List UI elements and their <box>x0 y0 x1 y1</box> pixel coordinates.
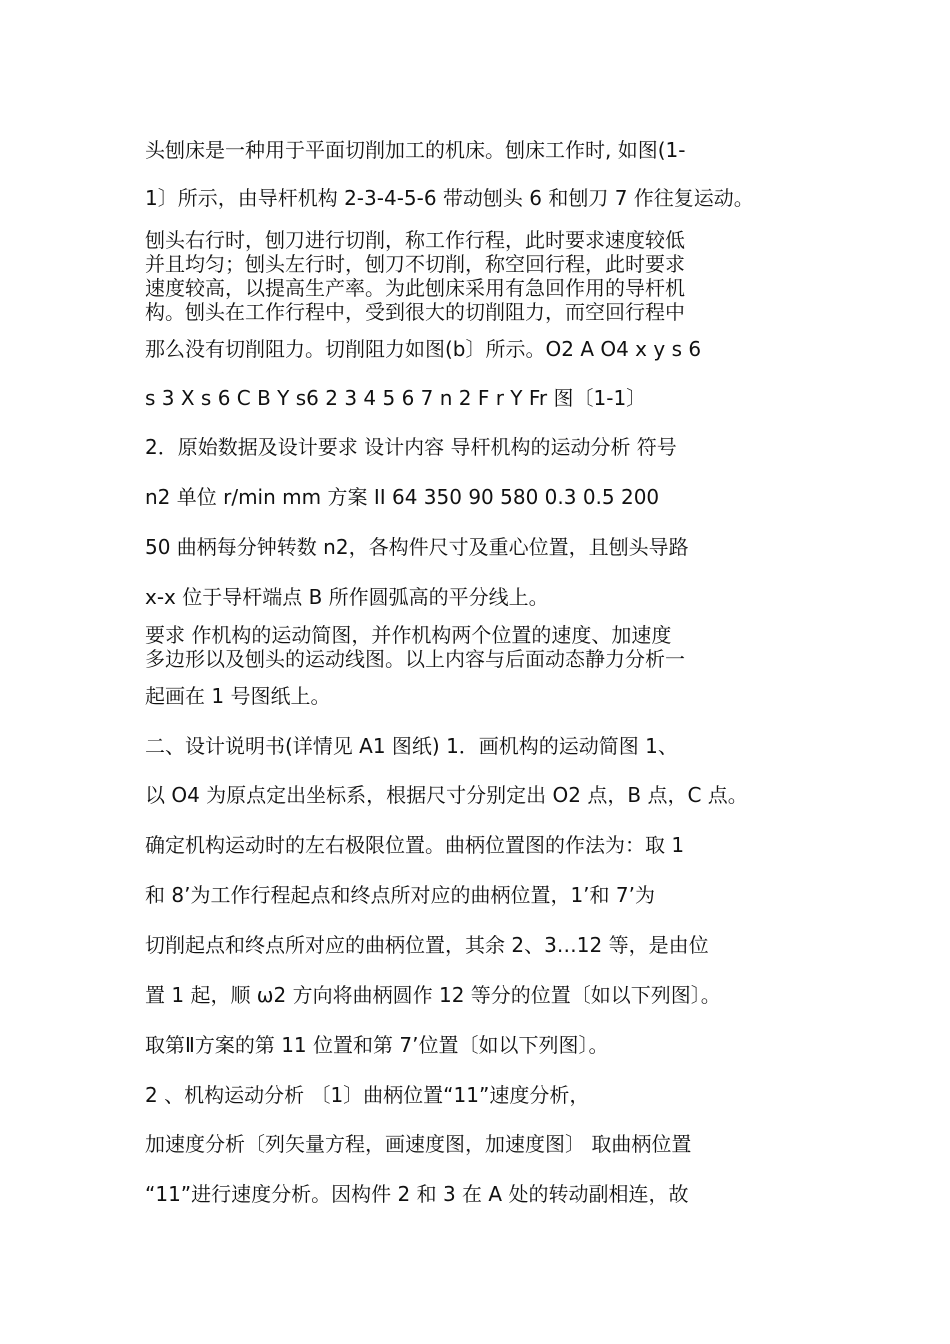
text-line-12: x-x 位于导杆端点 B 所作圆弧高的平分线上。 <box>145 585 549 609</box>
text-line-10: n2 单位 r/min mm 方案 II 64 350 90 580 0.3 0.5 200 <box>145 485 660 509</box>
text-line-19: 和 8’为工作行程起点和终点所对应的曲柄位置，1’和 7’为 <box>145 883 655 907</box>
text-line-13: 要求 作机构的运动简图，并作机构两个位置的速度、加速度 <box>145 623 672 647</box>
text-line-1: 头刨床是一种用于平面切削加工的机床。刨床工作时, 如图(1- <box>145 138 686 162</box>
text-line-16: 二、设计说明书(详情见 A1 图纸) 1．画机构的运动简图 1、 <box>145 734 678 758</box>
text-line-18: 确定机构运动时的左右极限位置。曲柄位置图的作法为：取 1 <box>145 833 685 857</box>
text-line-11: 50 曲柄每分钟转数 n2，各构件尺寸及重心位置，且刨头导路 <box>145 535 689 559</box>
text-line-6: 构。刨头在工作行程中，受到很大的切削阻力，而空回行程中 <box>145 300 685 324</box>
text-line-14: 多边形以及刨头的运动线图。以上内容与后面动态静力分析一 <box>145 647 685 671</box>
text-line-20: 切削起点和终点所对应的曲柄位置，其余 2、3…12 等，是由位 <box>145 933 709 957</box>
text-line-3: 刨头右行时，刨刀进行切削，称工作行程，此时要求速度较低 <box>145 228 685 252</box>
text-line-17: 以 O4 为原点定出坐标系，根据尺寸分别定出 O2 点，B 点，C 点。 <box>145 783 748 807</box>
text-line-21: 置 1 起，顺 ω2 方向将曲柄圆作 12 等分的位置〔如以下列图〕。 <box>145 983 721 1007</box>
text-line-24: 加速度分析〔列矢量方程，画速度图，加速度图〕 取曲柄位置 <box>145 1132 692 1156</box>
text-line-5: 速度较高，以提高生产率。为此刨床采用有急回作用的导杆机 <box>145 276 685 300</box>
text-line-9: 2．原始数据及设计要求 设计内容 导杆机构的运动分析 符号 <box>145 435 677 459</box>
text-line-15: 起画在 1 号图纸上。 <box>145 684 331 708</box>
text-line-22: 取第Ⅱ方案的第 11 位置和第 7’位置〔如以下列图〕。 <box>145 1033 609 1057</box>
text-line-23: 2 、机构运动分析 〔1〕曲柄位置“11”速度分析， <box>145 1083 590 1107</box>
text-line-4: 并且均匀；刨头左行时，刨刀不切削，称空回行程，此时要求 <box>145 252 685 276</box>
text-line-2: 1〕所示，由导杆机构 2-3-4-5-6 带动刨头 6 和刨刀 7 作往复运动。 <box>145 186 754 210</box>
text-line-7: 那么没有切削阻力。切削阻力如图(b〕所示。O2 A O4 x y s 6 <box>145 337 702 361</box>
text-line-8: s 3 X s 6 C B Y s6 2 3 4 5 6 7 n 2 F r Y Fr 图〔1-1〕 <box>145 386 647 410</box>
text-line-25: “11”进行速度分析。因构件 2 和 3 在 A 处的转动副相连，故 <box>145 1182 689 1206</box>
